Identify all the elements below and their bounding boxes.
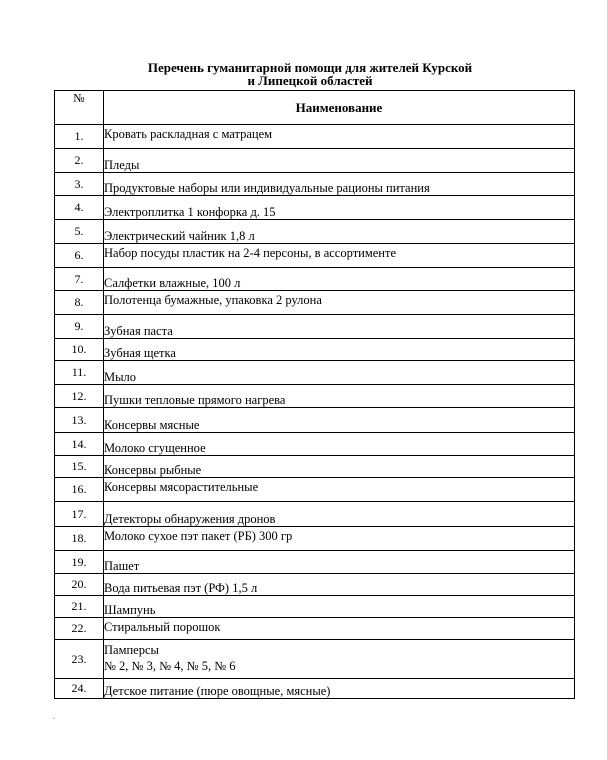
item-name [104,361,575,385]
table-row [55,433,575,456]
row-number: 2. [55,149,104,173]
row-number: 8. [55,291,104,315]
column-header-name: Наименование [104,91,575,125]
table-row [55,361,575,385]
row-number: 22. [55,618,104,640]
row-number: 13. [55,408,104,433]
table-row [55,315,575,339]
table-header-row [55,91,575,125]
item-name [104,196,575,220]
item-name [104,149,575,173]
item-name-line: Консервы мясные [104,418,200,432]
item-name [104,291,575,315]
table-row [55,125,575,149]
table-row [55,502,575,527]
item-name-line: Детское питание (пюре овощные, мясные) [104,684,331,698]
table-row [55,196,575,220]
row-number: 7. [55,268,104,291]
row-number: 17. [55,502,104,527]
table-row [55,385,575,408]
item-name [104,596,575,618]
item-name-line: Пушки тепловые прямого нагрева [104,393,286,407]
table-row [55,149,575,173]
row-number: 1. [55,125,104,149]
item-name-line: Пашет [104,559,140,573]
table-row [55,574,575,596]
item-name-line: Продуктовые наборы или индивидуальные рационы питания [104,181,430,195]
row-number: 12. [55,385,104,408]
table-row [55,618,575,640]
item-name-line: Консервы мясорастительные [104,480,259,494]
document-title [60,61,560,87]
table-row [55,291,575,315]
item-name-line: Набор посуды пластик на 2-4 персоны, в ассортименте [104,246,397,260]
item-name [104,679,575,699]
row-number: 11. [55,361,104,385]
table-row [55,527,575,551]
row-number: 3. [55,173,104,196]
item-name [104,478,575,502]
table-row [55,244,575,268]
row-number: 18. [55,527,104,551]
item-name [104,502,575,527]
item-name-line: № 2, № 3, № 4, № 5, № 6 [104,659,236,673]
item-name-line: Полотенца бумажные, упаковка 2 рулона [104,293,322,307]
item-name-line: Мыло [104,370,137,384]
item-name [104,315,575,339]
row-number: 6. [55,244,104,268]
item-name [104,339,575,361]
row-number: 10. [55,339,104,361]
row-number: 14. [55,433,104,456]
item-name-line: Консервы рыбные [104,463,202,477]
table-row [55,596,575,618]
table-row [55,478,575,502]
item-name-line: Молоко сгущенное [104,441,206,455]
margin-mark: . [53,712,55,721]
item-name [104,574,575,596]
item-name-line: Зубная щетка [104,346,176,360]
item-name-line: Электроплитка 1 конфорка д. 15 [104,205,276,219]
table-row [55,456,575,478]
item-name-line: Пледы [104,158,140,172]
row-number: 5. [55,220,104,244]
row-number: 21. [55,596,104,618]
item-name [104,385,575,408]
item-name-line: Памперсы [104,643,159,657]
table-row [55,640,575,679]
table-row [55,268,575,291]
item-name-line: Шампунь [104,603,156,617]
table-row [55,679,575,699]
item-name [104,640,575,679]
item-name-line: Детекторы обнаружения дронов [104,512,276,526]
item-name [104,527,575,551]
aid-items-table [54,90,575,699]
table-row [55,408,575,433]
item-name [104,551,575,574]
row-number: 23. [55,640,104,679]
item-name-line: Стиральный порошок [104,620,221,634]
row-number: 16. [55,478,104,502]
row-number: 24. [55,679,104,699]
item-name [104,268,575,291]
item-name [104,173,575,196]
item-name [104,220,575,244]
item-name-line: Электрический чайник 1,8 л [104,229,255,243]
table-row [55,220,575,244]
title-line-1: Перечень гуманитарной помощи для жителей Курской [147,60,473,75]
item-name-line: Кровать раскладная с матрацем [104,127,273,141]
item-name [104,433,575,456]
table-row [55,551,575,574]
row-number: 19. [55,551,104,574]
title-line-2: и Липецкой областей [247,73,373,88]
row-number: 9. [55,315,104,339]
row-number: 15. [55,456,104,478]
item-name-line: Молоко сухое пэт пакет (РБ) 300 гр [104,529,293,543]
item-name [104,125,575,149]
row-number: 4. [55,196,104,220]
item-name [104,456,575,478]
item-name-line: Салфетки влажные, 100 л [104,276,241,290]
table-row [55,173,575,196]
item-name-line: Зубная паста [104,324,173,338]
row-number: 20. [55,574,104,596]
item-name [104,244,575,268]
item-name [104,408,575,433]
item-name-line: Вода питьевая пэт (РФ) 1,5 л [104,581,258,595]
table-row [55,339,575,361]
column-header-number: № [55,91,104,125]
item-name [104,618,575,640]
